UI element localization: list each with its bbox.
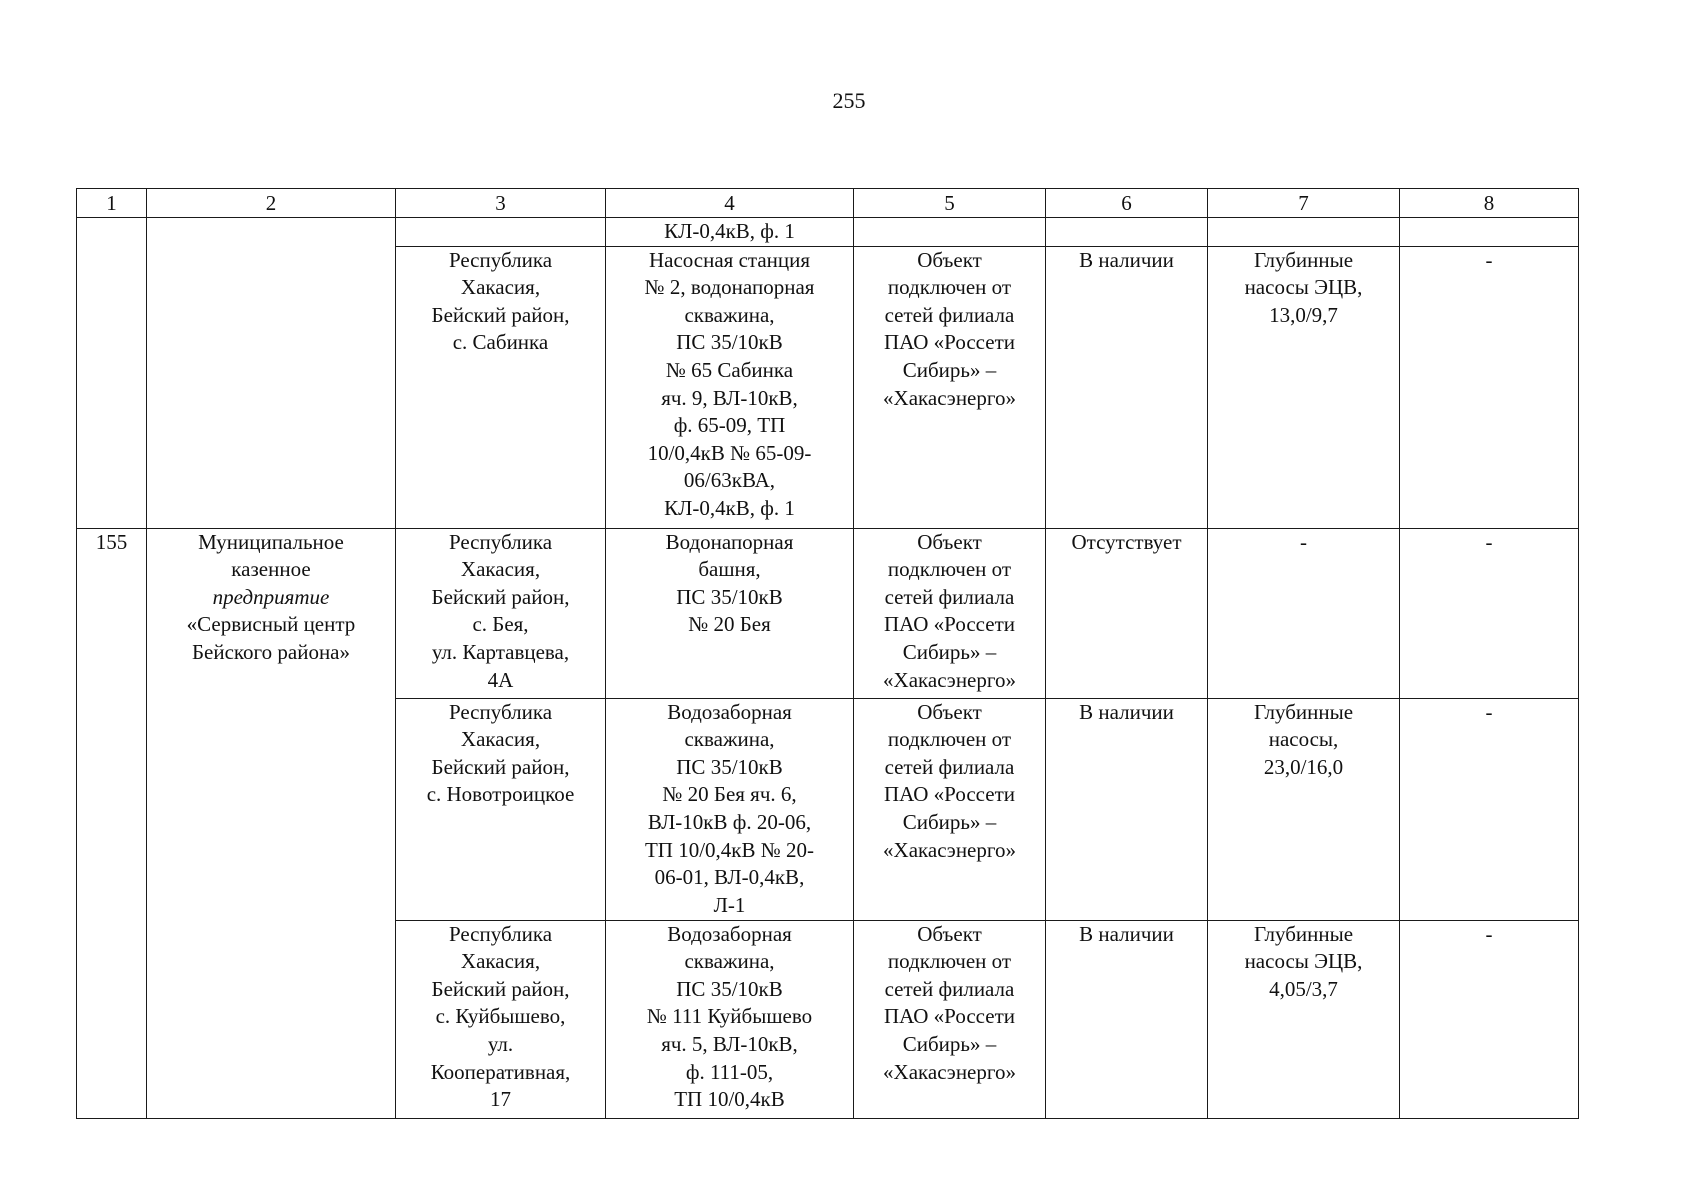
- cell-connection: Объект подключен от сетей филиала ПАО «Россети Сибирь» – «Хакасэнерго»: [854, 698, 1046, 920]
- cell-availability: В наличии: [1046, 698, 1208, 920]
- cell-availability: В наличии: [1046, 920, 1208, 1118]
- cell-availability-continued: [1046, 218, 1208, 247]
- table-row: [77, 528, 1579, 698]
- cell-address: Республика Хакасия, Бейский район, с. Новотроицкое: [396, 698, 606, 920]
- header-col-5: 5: [854, 189, 1046, 218]
- cell-object-continued: КЛ-0,4кВ, ф. 1: [606, 218, 854, 247]
- cell-equipment: -: [1208, 528, 1400, 698]
- data-table: [76, 188, 1579, 1119]
- cell-organization: Муниципальное казенное предприятие «Сервисный центр Бейского района»: [147, 528, 396, 1118]
- cell-connection-continued: [854, 218, 1046, 247]
- cell-connection: Объект подключен от сетей филиала ПАО «Россети Сибирь» – «Хакасэнерго»: [854, 246, 1046, 528]
- cell-address-continued: [396, 218, 606, 247]
- cell-equipment-continued: [1208, 218, 1400, 247]
- cell-col8: -: [1400, 246, 1579, 528]
- header-col-1: 1: [77, 189, 147, 218]
- cell-connection: Объект подключен от сетей филиала ПАО «Россети Сибирь» – «Хакасэнерго»: [854, 920, 1046, 1118]
- cell-connection: Объект подключен от сетей филиала ПАО «Россети Сибирь» – «Хакасэнерго»: [854, 528, 1046, 698]
- header-col-2: 2: [147, 189, 396, 218]
- cell-equipment: Глубинные насосы ЭЦВ, 13,0/9,7: [1208, 246, 1400, 528]
- cell-object: Насосная станция № 2, водонапорная скважина, ПС 35/10кВ № 65 Сабинка яч. 9, ВЛ-10кВ, ф. 65-09, ТП 10/0,4кВ № 65-09- 06/63кВА, КЛ-0,4кВ, ф. 1: [606, 246, 854, 528]
- cell-object: Водозаборная скважина, ПС 35/10кВ № 111 Куйбышево яч. 5, ВЛ-10кВ, ф. 111-05, ТП 10/0,4кВ: [606, 920, 854, 1118]
- cell-equipment: Глубинные насосы, 23,0/16,0: [1208, 698, 1400, 920]
- header-col-6: 6: [1046, 189, 1208, 218]
- header-col-4: 4: [606, 189, 854, 218]
- cell-object: Водонапорная башня, ПС 35/10кВ № 20 Бея: [606, 528, 854, 698]
- header-col-8: 8: [1400, 189, 1579, 218]
- cell-object: Водозаборная скважина, ПС 35/10кВ № 20 Бея яч. 6, ВЛ-10кВ ф. 20-06, ТП 10/0,4кВ № 20- 06-01, ВЛ-0,4кВ, Л-1: [606, 698, 854, 920]
- cell-col8-continued: [1400, 218, 1579, 247]
- cell-address: Республика Хакасия, Бейский район, с. Бея, ул. Картавцева, 4А: [396, 528, 606, 698]
- cell-number: 155: [77, 528, 147, 1118]
- cell-organization-prev: [147, 218, 396, 529]
- cell-col8: -: [1400, 920, 1579, 1118]
- header-col-3: 3: [396, 189, 606, 218]
- cell-availability: Отсутствует: [1046, 528, 1208, 698]
- cell-equipment: Глубинные насосы ЭЦВ, 4,05/3,7: [1208, 920, 1400, 1118]
- page-number: 255: [832, 88, 866, 113]
- header-row: [77, 189, 1579, 218]
- cell-address: Республика Хакасия, Бейский район, с. Сабинка: [396, 246, 606, 528]
- cell-col8: -: [1400, 528, 1579, 698]
- cell-col8: -: [1400, 698, 1579, 920]
- cell-number-prev: [77, 218, 147, 529]
- header-col-7: 7: [1208, 189, 1400, 218]
- continuation-row: [77, 218, 1579, 247]
- cell-availability: В наличии: [1046, 246, 1208, 528]
- cell-address: Республика Хакасия, Бейский район, с. Куйбышево, ул. Кооперативная, 17: [396, 920, 606, 1118]
